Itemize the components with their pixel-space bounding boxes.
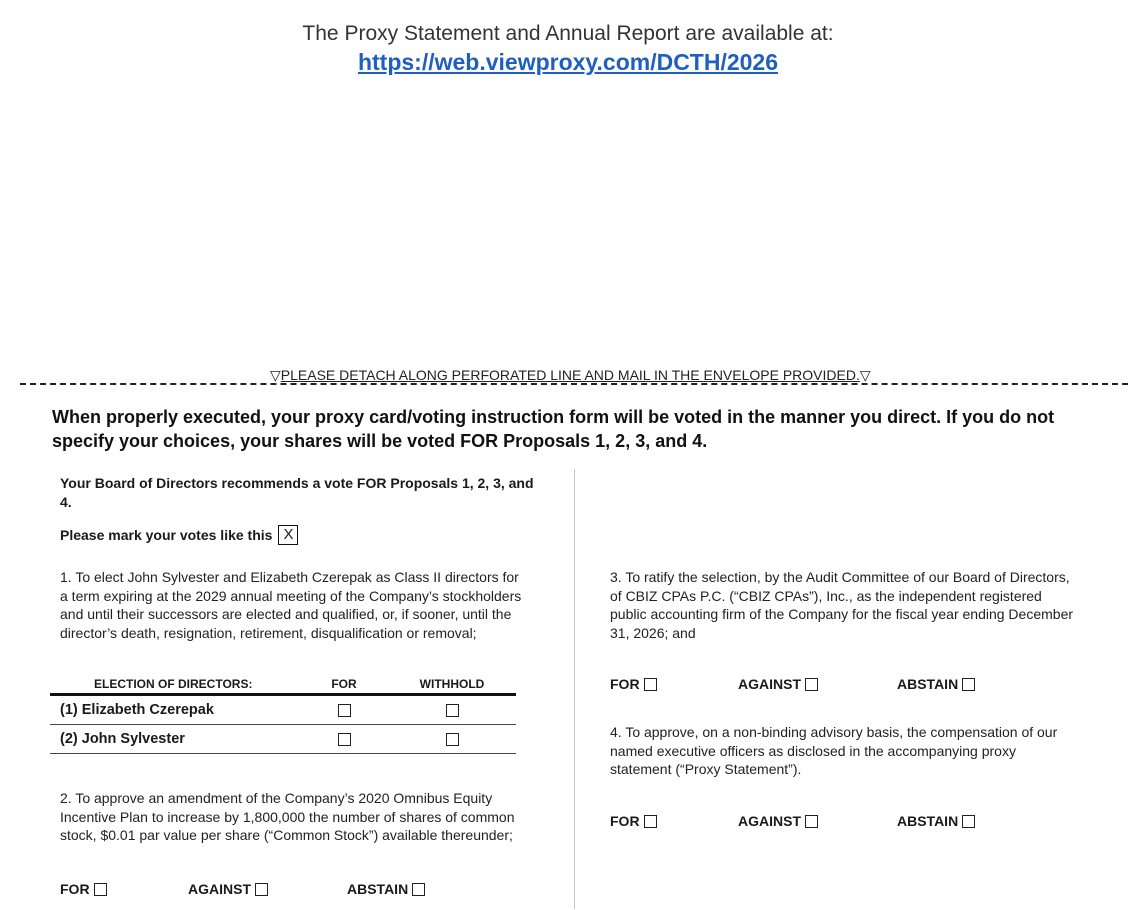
triangle-down-icon: ▽ xyxy=(270,367,281,383)
proposal-3-text: 3. To ratify the selection, by the Audit Committee of our Board of Directors, of CBIZ CPAs P.C. (“CBIZ CPAs”), Inc., as the independent registered public accounting firm of the Company for the fiscal year ending December 31, 2026; and xyxy=(610,569,1074,641)
p2-against-option[interactable] xyxy=(188,881,268,897)
for-checkbox[interactable] xyxy=(644,678,657,691)
for-label: FOR xyxy=(610,676,640,692)
proxy-url-link[interactable]: https://web.viewproxy.com/DCTH/2026 xyxy=(357,49,779,75)
p4-for-option[interactable] xyxy=(610,813,657,829)
against-checkbox[interactable] xyxy=(805,678,818,691)
for-checkbox[interactable] xyxy=(94,883,107,896)
header-withhold: WITHHOLD xyxy=(419,676,485,691)
for-checkbox[interactable] xyxy=(644,815,657,828)
abstain-label: ABSTAIN xyxy=(347,881,409,897)
abstain-checkbox[interactable] xyxy=(412,883,425,896)
against-label: AGAINST xyxy=(738,813,801,829)
against-label: AGAINST xyxy=(738,676,801,692)
for-label: FOR xyxy=(610,813,640,829)
board-recommendation: Your Board of Directors recommends a vote FOR Proposals 1, 2, 3, and 4. xyxy=(60,475,534,510)
withhold-checkbox[interactable] xyxy=(446,704,459,717)
for-checkbox[interactable] xyxy=(338,704,351,717)
abstain-label: ABSTAIN xyxy=(897,676,959,692)
column-divider xyxy=(574,469,575,909)
withhold-checkbox[interactable] xyxy=(446,733,459,746)
election-table-header xyxy=(50,674,516,696)
proposal-1-text: 1. To elect John Sylvester and Elizabeth Czerepak as Class II directors for a term expiring at the 2029 annual meeting of the Company’s stockholders and until their successors are elected and qualified, or, if sooner, until the director’s death, resignation, retirement, disqualification or removal; xyxy=(60,569,522,641)
against-checkbox[interactable] xyxy=(255,883,268,896)
mark-example-box: X xyxy=(278,525,298,545)
detach-text: PLEASE DETACH ALONG PERFORATED LINE AND MAIL IN THE ENVELOPE PROVIDED. xyxy=(280,367,860,383)
abstain-checkbox[interactable] xyxy=(962,678,975,691)
p3-against-option[interactable] xyxy=(738,676,818,692)
nominee-name: (1) Elizabeth Czerepak xyxy=(60,702,214,718)
election-table xyxy=(50,674,516,754)
triangle-down-icon: ▽ xyxy=(859,367,871,383)
perforated-line xyxy=(20,383,1128,385)
abstain-label: ABSTAIN xyxy=(897,813,959,829)
p3-for-option[interactable] xyxy=(610,676,657,692)
detach-notice xyxy=(270,367,871,384)
nominee-name: (2) John Sylvester xyxy=(60,731,185,747)
p2-for-option[interactable] xyxy=(60,881,107,897)
p4-abstain-option[interactable] xyxy=(897,813,975,829)
proposal-4-text: 4. To approve, on a non-binding advisory basis, the compensation of our named executive officers as disclosed in the accompanying proxy statement (“Proxy Statement”). xyxy=(610,724,1058,778)
p4-against-option[interactable] xyxy=(738,813,818,829)
abstain-checkbox[interactable] xyxy=(962,815,975,828)
table-row xyxy=(50,725,516,754)
header-for: FOR xyxy=(331,676,357,691)
p2-abstain-option[interactable] xyxy=(347,881,425,897)
mark-instruction xyxy=(60,525,298,545)
p3-abstain-option[interactable] xyxy=(897,676,975,692)
mark-instruction-text: Please mark your votes like this xyxy=(60,527,273,543)
against-checkbox[interactable] xyxy=(805,815,818,828)
header-election: ELECTION OF DIRECTORS: xyxy=(94,676,253,691)
for-label: FOR xyxy=(60,881,90,897)
execution-note: When properly executed, your proxy card/voting instruction form will be voted in the manner you direct. If you do not specify your choices, your shares will be voted FOR Proposals 1, 2, 3, and 4. xyxy=(52,407,1055,451)
table-row xyxy=(50,696,516,725)
proposal-2-text: 2. To approve an amendment of the Company’s 2020 Omnibus Equity Incentive Plan to increase by 1,800,000 the number of shares of common stock, $0.01 par value per share (“Common Stock”) available thereunder; xyxy=(60,790,515,844)
for-checkbox[interactable] xyxy=(338,733,351,746)
availability-text: The Proxy Statement and Annual Report are available at: xyxy=(302,22,834,45)
against-label: AGAINST xyxy=(188,881,251,897)
